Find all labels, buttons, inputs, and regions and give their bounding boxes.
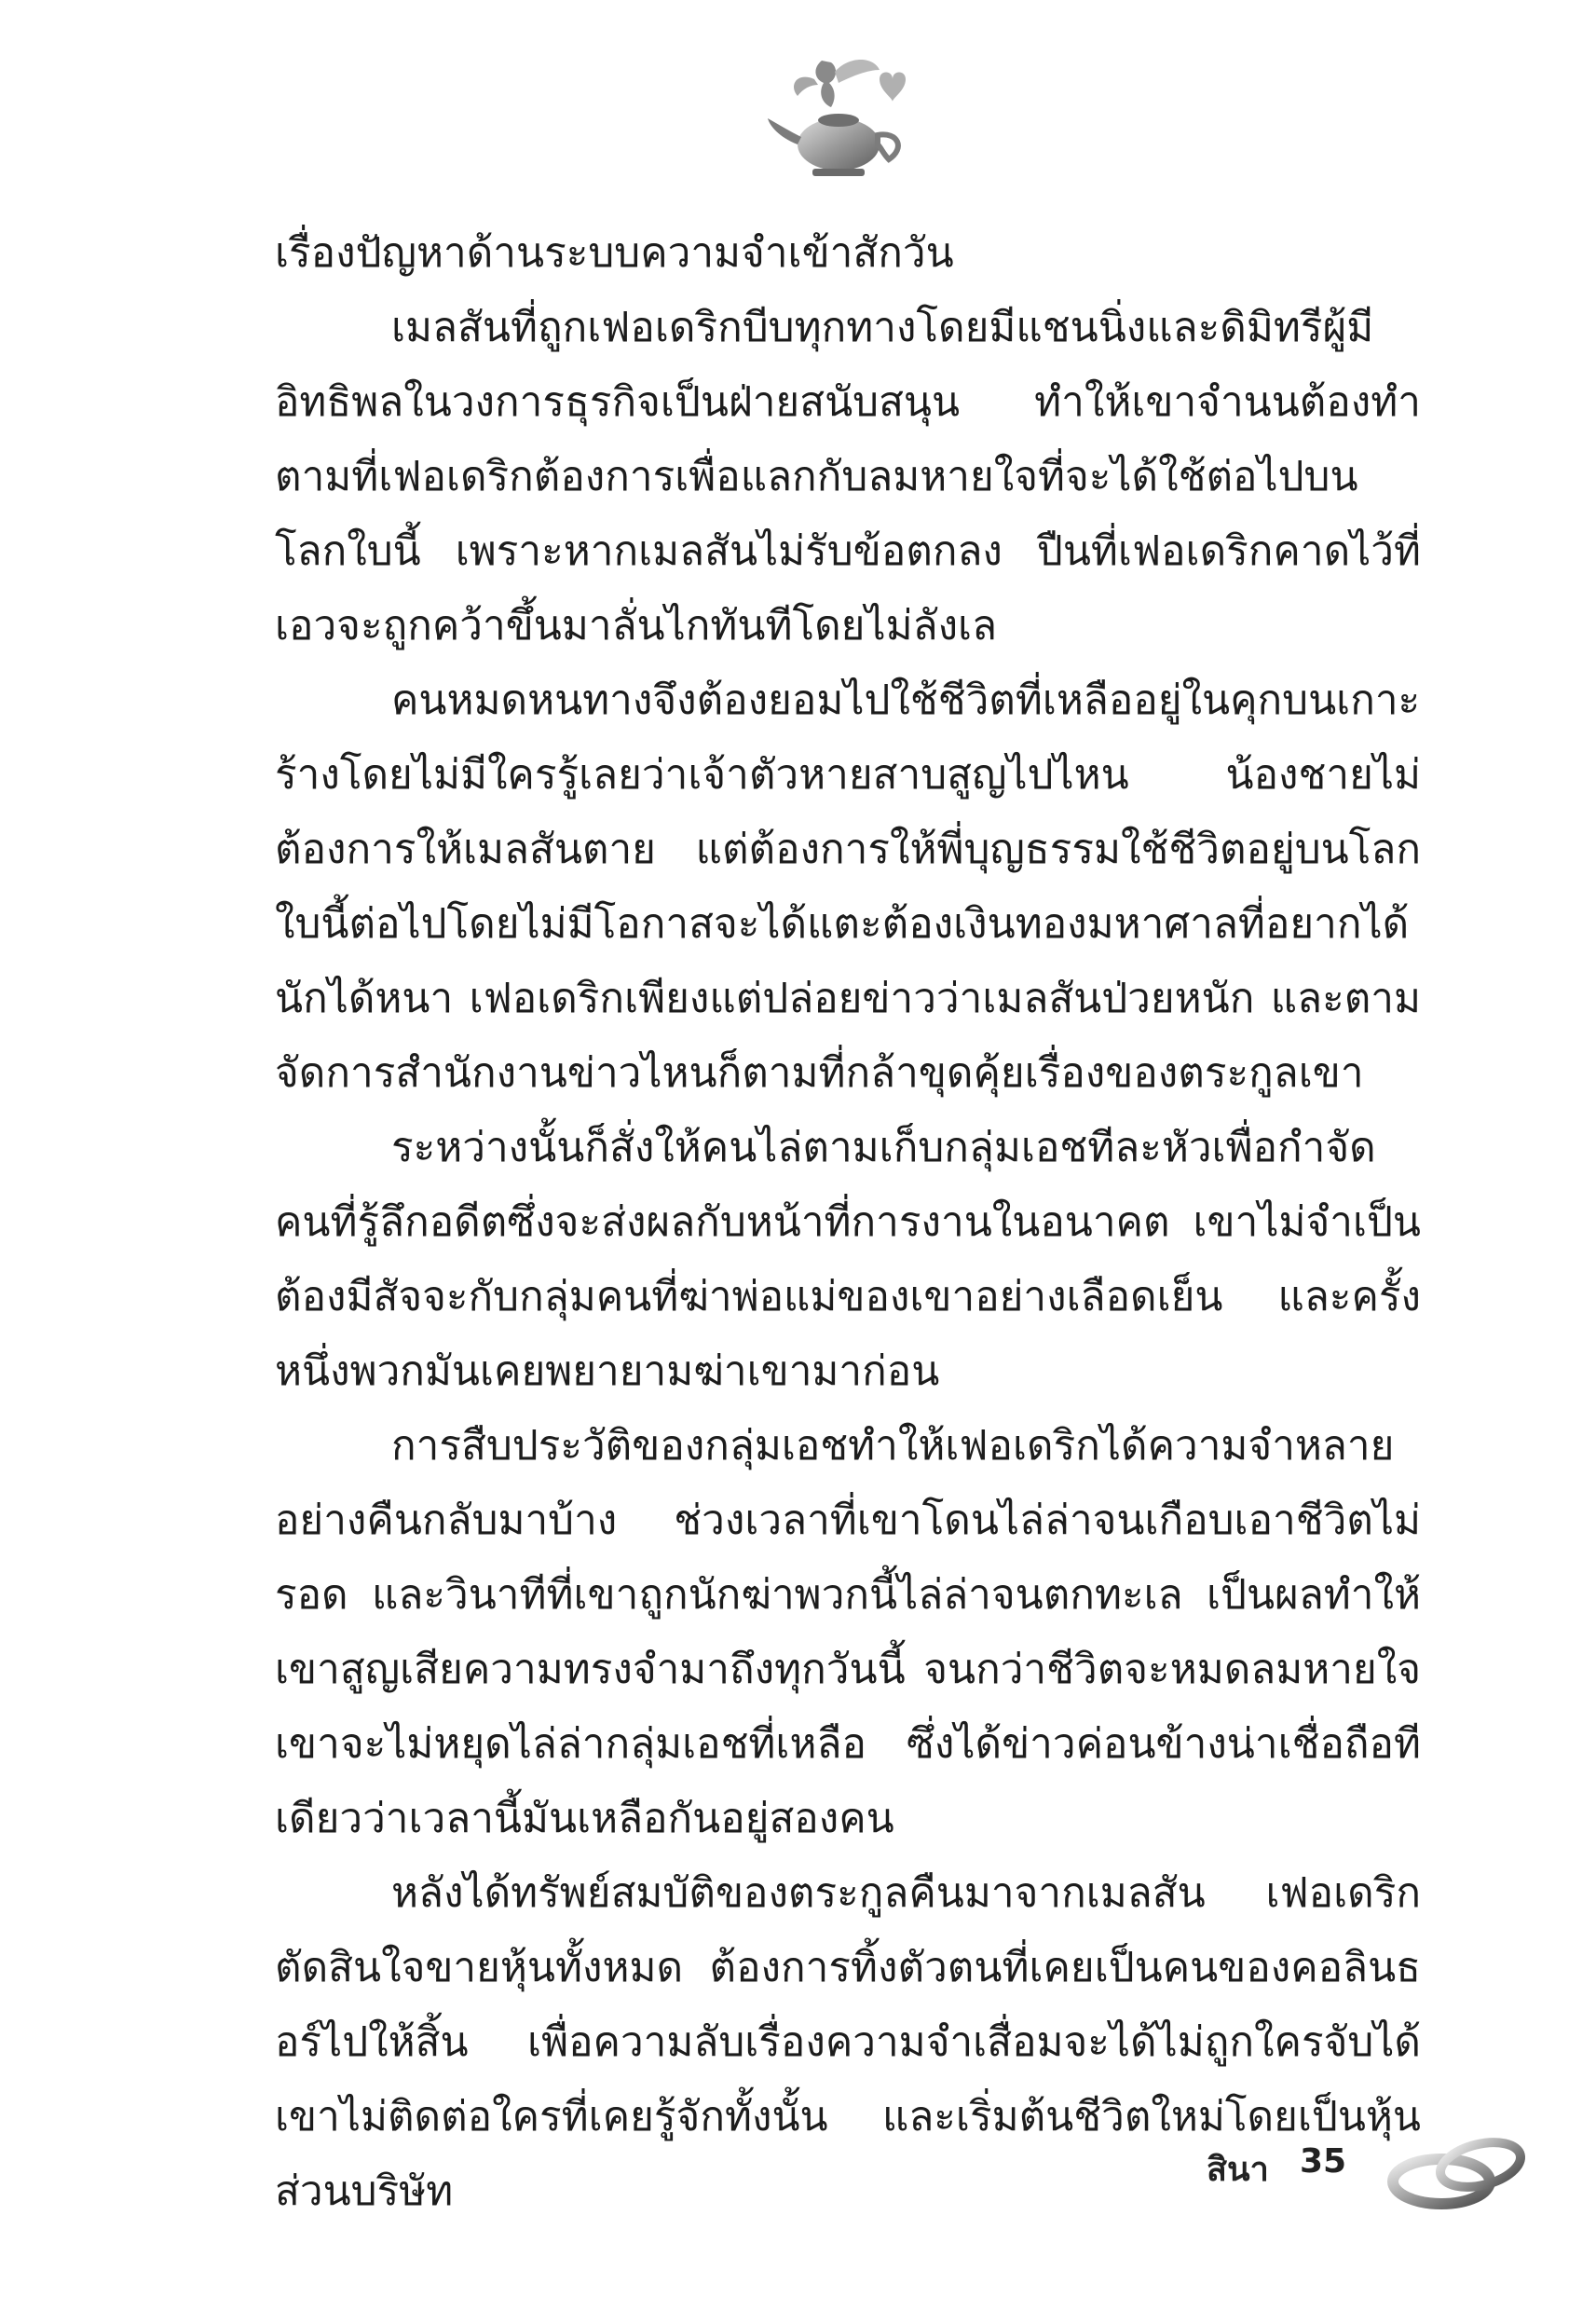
paragraph: ระหว่างนั้นก็สั่งให้คนไล่ตามเก็บกลุ่มเอชทีละหัวเพื่อกำจัดคนที่รู้ลึกอดีตซึ่งจะส่งผลกับหน้าที่การงานในอนาคต เขาไม่จำเป็นต้องมีสัจจะกับกลุ่มคนที่ฆ่าพ่อแม่ของเขาอย่างเลือดเย็น และครั้งหนึ่งพวกมันเคยพยายามฆ่าเขามาก่อน (275, 1124, 1421, 1395)
page-number: 35 (1300, 2142, 1347, 2181)
running-title: สินา (1207, 2151, 1269, 2189)
paragraph: เรื่องปัญหาด้านระบบความจำเข้าสักวัน (275, 229, 954, 277)
fairy-teapot-icon (757, 51, 915, 182)
wedding-rings-icon (1384, 2129, 1533, 2213)
paragraph: การสืบประวัติของกลุ่มเอชทำให้เฟอเดริกได้ความจำหลายอย่างคืนกลับมาบ้าง ช่วงเวลาที่เขาโดนไล่ล่าจนเกือบเอาชีวิตไม่รอด และวินาทีที่เขาถูกนักฆ่าพวกนี้ไล่ล่าจนตกทะเล เป็นผลทำให้เขาสูญเสียความทรงจำมาถึงทุกวันนี้ จนกว่าชีวิตจะหมดลมหายใจ เขาจะไม่หยุดไล่ล่ากลุ่มเอชที่เหลือ ซึ่งได้ข่าวค่อนข้างน่าเชื่อถือทีเดียวว่าเวลานี้มันเหลือกันอยู่สองคน (275, 1422, 1421, 1842)
chapter-body (275, 216, 1421, 2229)
paragraph: เมลสันที่ถูกเฟอเดริกบีบทุกทางโดยมีแชนนิ่งและดิมิทรีผู้มีอิทธิพลในวงการธุรกิจเป็นฝ่ายสนับสนุน ทำให้เขาจำนนต้องทำตามที่เฟอเดริกต้องการเพื่อแลกกับลมหายใจที่จะได้ใช้ต่อไปบนโลกใบนี้ เพราะหากเมลสันไม่รับข้อตกลง ปืนที่เฟอเดริกคาดไว้ที่เอวจะถูกคว้าขึ้นมาลั่นไกทันทีโดยไม่ลังเล (275, 304, 1421, 650)
paragraph: หลังได้ทรัพย์สมบัติของตระกูลคืนมาจากเมลสัน เฟอเดริกตัดสินใจขายหุ้นทั้งหมด ต้องการทิ้งตัวตนที่เคยเป็นคนของคอลินธอร์ไปให้สิ้น เพื่อความลับเรื่องความจำเสื่อมจะได้ไม่ถูกใครจับได้ เขาไม่ติดต่อใครที่เคยรู้จักทั้งนั้น และเริ่มต้นชีวิตใหม่โดยเป็นหุ้นส่วนบริษัท (275, 1869, 1421, 2215)
paragraph: คนหมดหนทางจึงต้องยอมไปใช้ชีวิตที่เหลืออยู่ในคุกบนเกาะร้างโดยไม่มีใครรู้เลยว่าเจ้าตัวหายสาบสูญไปไหน น้องชายไม่ต้องการให้เมลสันตาย แต่ต้องการให้พี่บุญธรรมใช้ชีวิตอยู่บนโลกใบนี้ต่อไปโดยไม่มีโอกาสจะได้แตะต้องเงินทองมหาศาลที่อยากได้นักได้หนา เฟอเดริกเพียงแต่ปล่อยข่าวว่าเมลสันป่วยหนัก และตามจัดการสำนักงานข่าวไหนก็ตามที่กล้าขุดคุ้ยเรื่องของตระกูลเขา (275, 677, 1421, 1097)
page-footer (1169, 2129, 1542, 2213)
